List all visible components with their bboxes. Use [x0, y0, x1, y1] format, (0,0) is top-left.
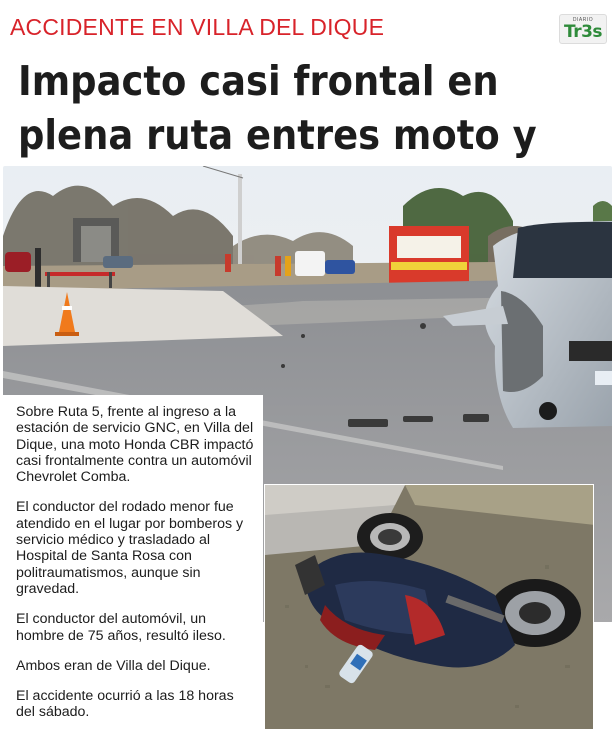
paragraph-1: Sobre Ruta 5, frente al ingreso a la estación de servicio GNC, en Villa del Dique, una moto Honda CBR impactó casi frontalmente contra un automóvil Chevrolet Comba.: [16, 404, 254, 486]
inset-photo-motorcycle: [264, 484, 594, 730]
headline: Impacto casi frontal en plena ruta entres moto y: [18, 57, 537, 159]
logo-small-text: DIARIO: [572, 17, 594, 23]
article-body: [16, 404, 256, 735]
paragraph-3: El conductor del automóvil, un hombre de 75 años, resultó ileso.: [16, 611, 226, 644]
diario-tres-logo[interactable]: [559, 14, 607, 44]
logo-text: Tr3s: [563, 22, 603, 42]
paragraph-5: El accidente ocurrió a las 18 horas del sábado.: [16, 688, 234, 721]
paragraph-4: Ambos eran de Villa del Dique.: [16, 657, 211, 674]
right-margin: [596, 622, 614, 750]
gate-structure: [73, 218, 119, 262]
section-kicker: ACCIDENTE EN VILLA DEL DIQUE: [10, 14, 385, 40]
inset-photo-illustration: [265, 485, 594, 730]
paragraph-2: El conductor del rodado menor fue atendido en el lugar por bomberos y servicio médico y trasladado al Hospital de Santa Rosa con politraumatismos, aunque sin gravedad.: [16, 499, 244, 597]
